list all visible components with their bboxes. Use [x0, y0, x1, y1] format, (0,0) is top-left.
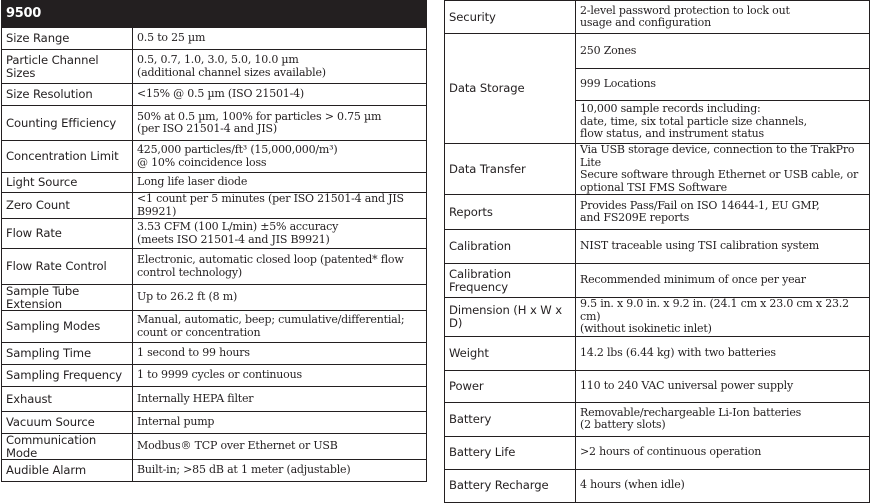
spec-value-line: 50% at 0.5 µm, 100% for particles > 0.75 µm — [137, 109, 382, 123]
spec-label: Exhaust — [2, 387, 133, 412]
spec-label: Light Source — [2, 173, 133, 193]
spec-value-line: (additional channel sizes available) — [137, 65, 326, 79]
spec-value-line: Electronic, automatic closed loop (patented* flow — [137, 253, 404, 266]
spec-value-line: Manual, automatic, beep; cumulative/differential; — [137, 313, 405, 326]
spec-value — [133, 141, 427, 173]
spec-value-line: and FS209E reports — [580, 211, 690, 224]
spec-value-line: <1 count per 5 minutes (per ISO 21501-4 and JIS B9921) — [137, 192, 404, 218]
spec-value-line: (per ISO 21501-4 and JIS) — [137, 122, 277, 135]
spec-value-line: 3.53 CFM (100 L/min) ±5% accuracy — [137, 220, 339, 233]
spec-label: Size Range — [2, 28, 133, 50]
spec-value-line: Modbus® TCP over Ethernet or USB — [137, 439, 338, 453]
spec-value — [133, 219, 427, 249]
spec-label: Particle Channel Sizes — [2, 50, 133, 84]
spec-value-line: 1 second to 99 hours — [137, 346, 250, 360]
spec-value: 999 Locations — [576, 69, 870, 101]
spec-value-line: Internal pump — [137, 415, 215, 429]
spec-value-line: 1 to 9999 cycles or continuous — [137, 368, 302, 382]
spec-row-security — [445, 1, 870, 34]
spec-label: Reports — [445, 195, 576, 230]
spec-row-sample-tube-extension — [2, 285, 427, 311]
spec-value — [576, 144, 870, 195]
spec-row-data-transfer — [445, 144, 870, 195]
spec-value: 2-level password protection to lock out usage and configuration — [576, 1, 870, 34]
model-header-row — [2, 1, 427, 28]
spec-value — [576, 298, 870, 337]
spec-value-line: 14.2 lbs (6.44 kg) with two batteries — [580, 345, 776, 359]
spec-row-size-resolution — [2, 84, 427, 106]
spec-value — [133, 311, 427, 343]
spec-row-particle-channel-sizes — [2, 50, 427, 84]
spec-row-dimension-h-x-w-x-d — [445, 298, 870, 337]
spec-row-sampling-modes — [2, 311, 427, 343]
spec-value — [133, 106, 427, 141]
spec-row-sampling-frequency — [2, 365, 427, 387]
spec-value — [576, 370, 870, 402]
spec-value — [576, 469, 870, 502]
spec-row-calibration — [445, 230, 870, 264]
spec-value-line: Recommended minimum of once per year — [580, 273, 806, 287]
spec-label: Battery Life — [445, 436, 576, 469]
spec-row-sampling-time — [2, 343, 427, 365]
spec-value-line: control technology) — [137, 265, 242, 279]
spec-label: Flow Rate Control — [2, 249, 133, 285]
spec-label: Battery Recharge — [445, 469, 576, 502]
spec-value-line: Via USB storage device, connection to the TrakPro Lite — [580, 143, 855, 169]
spec-value — [133, 285, 427, 311]
spec-label: Sampling Time — [2, 343, 133, 365]
spec-row-light-source — [2, 173, 427, 193]
spec-value-line: count or concentration — [137, 325, 261, 339]
spec-row-size-range — [2, 28, 427, 50]
spec-value — [133, 412, 427, 434]
spec-value-line: 425,000 particles/ft³ (15,000,000/m³) — [137, 143, 338, 156]
spec-value — [133, 249, 427, 285]
spec-row-calibration-frequency — [445, 264, 870, 298]
spec-value — [133, 50, 427, 84]
spec-row-weight — [445, 336, 870, 370]
spec-value-line: Built-in; >85 dB at 1 meter (adjustable) — [137, 463, 351, 477]
right-spec-table — [444, 0, 870, 503]
spec-value — [133, 343, 427, 365]
spec-value-line: NIST traceable using TSI calibration system — [580, 239, 819, 253]
spec-row-battery-life — [445, 436, 870, 469]
spec-row-data-storage — [445, 34, 870, 69]
spec-value — [576, 195, 870, 230]
spec-value — [133, 28, 427, 50]
spec-value — [133, 434, 427, 460]
spec-value-line: Secure software through Ethernet or USB cable, or — [580, 168, 859, 181]
spec-value-line: optional TSI FMS Software — [580, 180, 727, 194]
spec-value: 10,000 sample records including: date, time, six total particle size channels, flow status, and instrument status — [576, 101, 870, 144]
spec-value-line: 0.5, 0.7, 1.0, 3.0, 5.0, 10.0 µm — [137, 53, 299, 66]
spec-label: Security — [445, 1, 576, 34]
spec-label: Audible Alarm — [2, 460, 133, 482]
spec-label: Data Transfer — [445, 144, 576, 195]
left-spec-table — [1, 0, 427, 482]
spec-label: Sample Tube Extension — [2, 285, 133, 311]
spec-row-vacuum-source — [2, 412, 427, 434]
spec-value-line: 9.5 in. x 9.0 in. x 9.2 in. (24.1 cm x 23.0 cm x 23.2 cm) — [580, 297, 849, 323]
spec-value-line: 4 hours (when idle) — [580, 478, 685, 492]
spec-label: Data Storage — [445, 34, 576, 144]
spec-row-concentration-limit — [2, 141, 427, 173]
spec-label: Battery — [445, 402, 576, 436]
spec-value — [133, 387, 427, 412]
spec-value: 250 Zones — [576, 34, 870, 69]
spec-value — [576, 230, 870, 264]
spec-value — [576, 402, 870, 436]
spec-value — [133, 365, 427, 387]
spec-row-battery — [445, 402, 870, 436]
spec-row-power — [445, 370, 870, 402]
spec-row-flow-rate-control — [2, 249, 427, 285]
spec-value — [133, 460, 427, 482]
spec-label: Communication Mode — [2, 434, 133, 460]
spec-value-line: 0.5 to 25 µm — [137, 31, 206, 45]
spec-value-line: Removable/rechargeable Li-Ion batteries — [580, 405, 802, 419]
spec-value-line: Long life laser diode — [137, 175, 248, 189]
spec-value — [576, 336, 870, 370]
spec-row-flow-rate — [2, 219, 427, 249]
spec-row-zero-count — [2, 193, 427, 219]
spec-value-line: <15% @ 0.5 µm (ISO 21501-4) — [137, 87, 305, 101]
spec-label: Calibration — [445, 230, 576, 264]
spec-value-line: (meets ISO 21501-4 and JIS B9921) — [137, 232, 330, 246]
spec-value-line: @ 10% coincidence loss — [137, 155, 267, 169]
spec-row-battery-recharge — [445, 469, 870, 502]
spec-label: Sampling Frequency — [2, 365, 133, 387]
spec-value-line: >2 hours of continuous operation — [580, 445, 762, 459]
spec-label: Calibration Frequency — [445, 264, 576, 298]
spec-label: Zero Count — [2, 193, 133, 219]
spec-label: Size Resolution — [2, 84, 133, 106]
spec-label: Concentration Limit — [2, 141, 133, 173]
spec-row-audible-alarm — [2, 460, 427, 482]
spec-value — [133, 173, 427, 193]
spec-label: Flow Rate — [2, 219, 133, 249]
spec-row-counting-efficiency — [2, 106, 427, 141]
spec-row-exhaust — [2, 387, 427, 412]
spec-row-reports — [445, 195, 870, 230]
spec-label: Counting Efficiency — [2, 106, 133, 141]
spec-value-line: Up to 26.2 ft (8 m) — [137, 290, 238, 304]
spec-value — [133, 193, 427, 219]
spec-value — [133, 84, 427, 106]
model-header: 9500 — [2, 1, 427, 28]
spec-value — [576, 436, 870, 469]
spec-label: Vacuum Source — [2, 412, 133, 434]
spec-value-line: (without isokinetic inlet) — [580, 322, 712, 335]
spec-row-communication-mode — [2, 434, 427, 460]
spec-label: Dimension (H x W x D) — [445, 298, 576, 337]
spec-value-line: Internally HEPA filter — [137, 391, 254, 405]
spec-label: Sampling Modes — [2, 311, 133, 343]
spec-value-line: (2 battery slots) — [580, 418, 666, 431]
spec-label: Weight — [445, 336, 576, 370]
spec-label: Power — [445, 370, 576, 402]
spec-value-line: 110 to 240 VAC universal power supply — [580, 378, 793, 392]
spec-value-line: Provides Pass/Fail on ISO 14644-1, EU GMP, — [580, 198, 820, 212]
spec-value — [576, 264, 870, 298]
